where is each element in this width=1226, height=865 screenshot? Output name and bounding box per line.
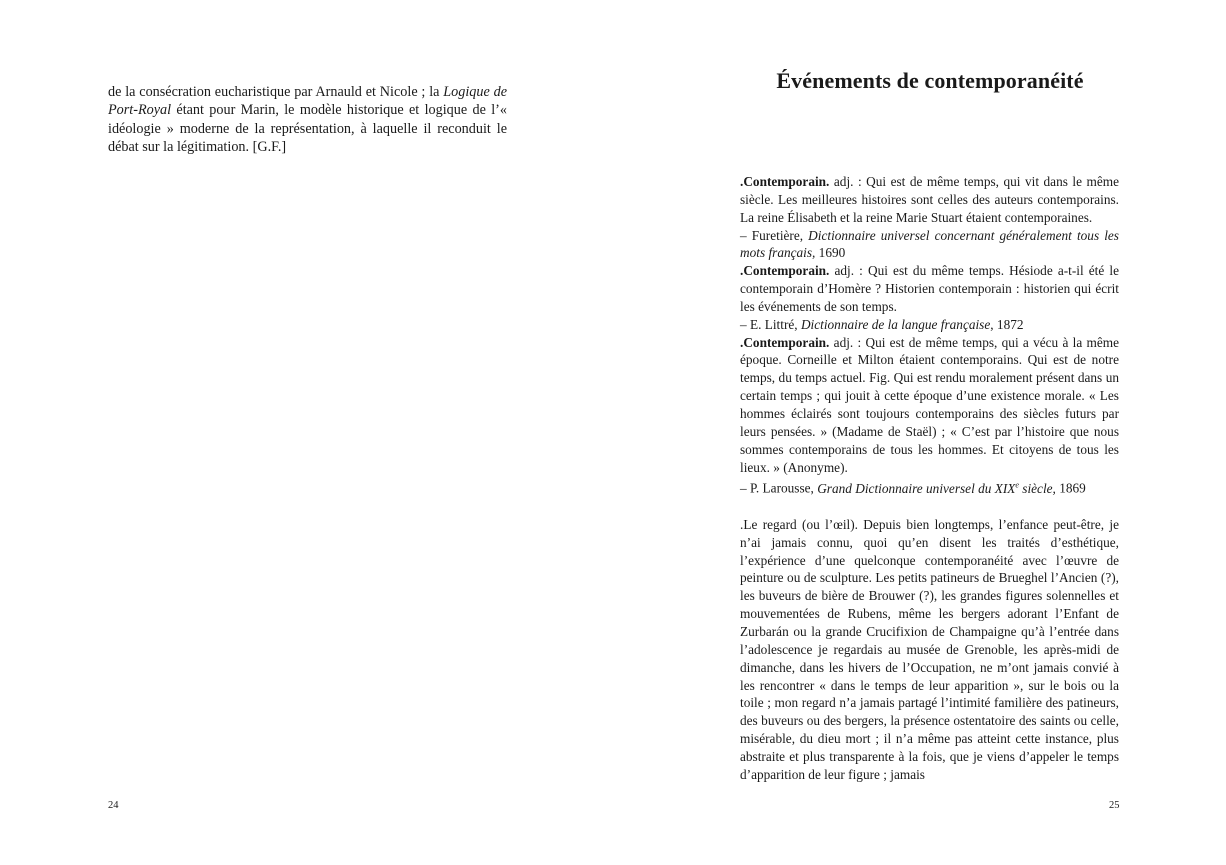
source-author: – Furetière, xyxy=(740,227,809,243)
source-author: – P. Larousse, xyxy=(740,480,818,496)
source-year: 1869 xyxy=(1055,480,1086,496)
source-year: , 1872 xyxy=(990,316,1024,332)
source-title-sup: e xyxy=(1015,480,1019,490)
entry-definition: adj. : Qui est de même temps, qui a vécu à la même époque. Corneille et Milton étaient contemporains. Qui est de notre temps, du temps actuel. Fig. Qui est rendu moralement présent dans un certain temps ; qui jouit à cette époque d’une existence morale. « Les hommes éclairés sont toujours contemporains des siècles futurs par leurs pensées. » (Madame de Staël) ; « C’est par l’histoire que nous sommes contemporains de tous les hommes. Et citoyens de tous les lieux. » (Anonyme). xyxy=(740,334,1119,475)
entry-source xyxy=(740,316,1119,334)
body-paragraph: .Le regard (ou l’œil). Depuis bien longtemps, l’enfance peut-être, je n’ai jamais connu, quoi qu’en disent les traités d’esthétique, l’expérience d’une quelconque contemporanéité avec l’œuvre de peinture ou de sculpture. Les petits patineurs de Brueghel l’Ancien (?), les buveurs de bière de Brouwer (?), les grandes figures solennelles et mouvementées de Rubens, même les bergers adorant l’Enfant de Zurbarán ou la grande Crucifixion de Champaigne qu’à l’entrée dans l’adolescence je regardais au musée de Grenoble, les après-midi de dimanche, dans les hivers de l’Occupation, ne m’ont jamais convié à les rencontrer « dans le temps de leur apparition », sur le bois ou la toile ; mon regard n’a jamais partagé l’intimité familière des patineurs, des buveurs ou des bergers, la présence ostentatoire des saints ou celle, misérable, du dieu mort ; il n’a même pas atteint cette instance, plus abstraite et plus transparente à la fois, que je viens d’appeler le temps d’apparition de leur figure ; jamais xyxy=(740,516,1119,782)
paragraph-gap xyxy=(740,498,1119,516)
left-text-segment-end: étant pour Marin, le modèle historique et logique de l’« idéologie » moderne de la représentation, à laquelle il reconduit le débat sur la légitimation. [G.F.] xyxy=(108,102,507,156)
source-title-end: siècle, xyxy=(1018,480,1056,496)
source-year: 1690 xyxy=(815,245,846,261)
left-text-segment: de la consécration eucharistique par Arnauld et Nicole ; la xyxy=(108,84,444,100)
source-title: Dictionnaire de la langue française xyxy=(800,316,991,332)
chapter-title: Événements de contemporanéité xyxy=(776,68,1084,93)
dictionary-entry xyxy=(740,173,1119,227)
entry-source xyxy=(740,476,1119,497)
right-page-text xyxy=(740,173,1119,784)
left-paragraph xyxy=(108,83,507,157)
italic-work-title: Logique de Port-Royal xyxy=(108,84,508,119)
dictionary-entry xyxy=(740,334,1119,477)
source-title: Dictionnaire universel concernant généralement tous les mots français, xyxy=(740,227,1119,261)
entry-source xyxy=(740,227,1119,263)
left-page-text xyxy=(108,83,507,157)
source-author: – E. Littré, xyxy=(740,316,801,332)
entry-headword: .Contemporain. xyxy=(740,263,830,279)
entry-definition: adj. : Qui est de même temps, qui vit dans le même siècle. Les meilleures histoires sont celles des auteurs contemporains. La reine Élisabeth et la reine Marie Stuart étaient contemporaines. xyxy=(740,174,1119,225)
page-number-left: 24 xyxy=(108,800,119,811)
source-title xyxy=(817,481,1056,496)
dictionary-entry xyxy=(740,262,1119,316)
source-title-main: Grand Dictionnaire universel du XIX xyxy=(817,480,1016,496)
entry-headword: .Contemporain. xyxy=(740,334,830,350)
page-number-right: 25 xyxy=(1109,800,1120,811)
entry-headword: .Contemporain. xyxy=(740,174,830,189)
entry-definition: adj. : Qui est du même temps. Hésiode a-t-il été le contemporain d’Homère ? Historien contemporain : historien qui écrit les événements de son temps. xyxy=(740,263,1119,314)
right-page xyxy=(613,0,1226,865)
